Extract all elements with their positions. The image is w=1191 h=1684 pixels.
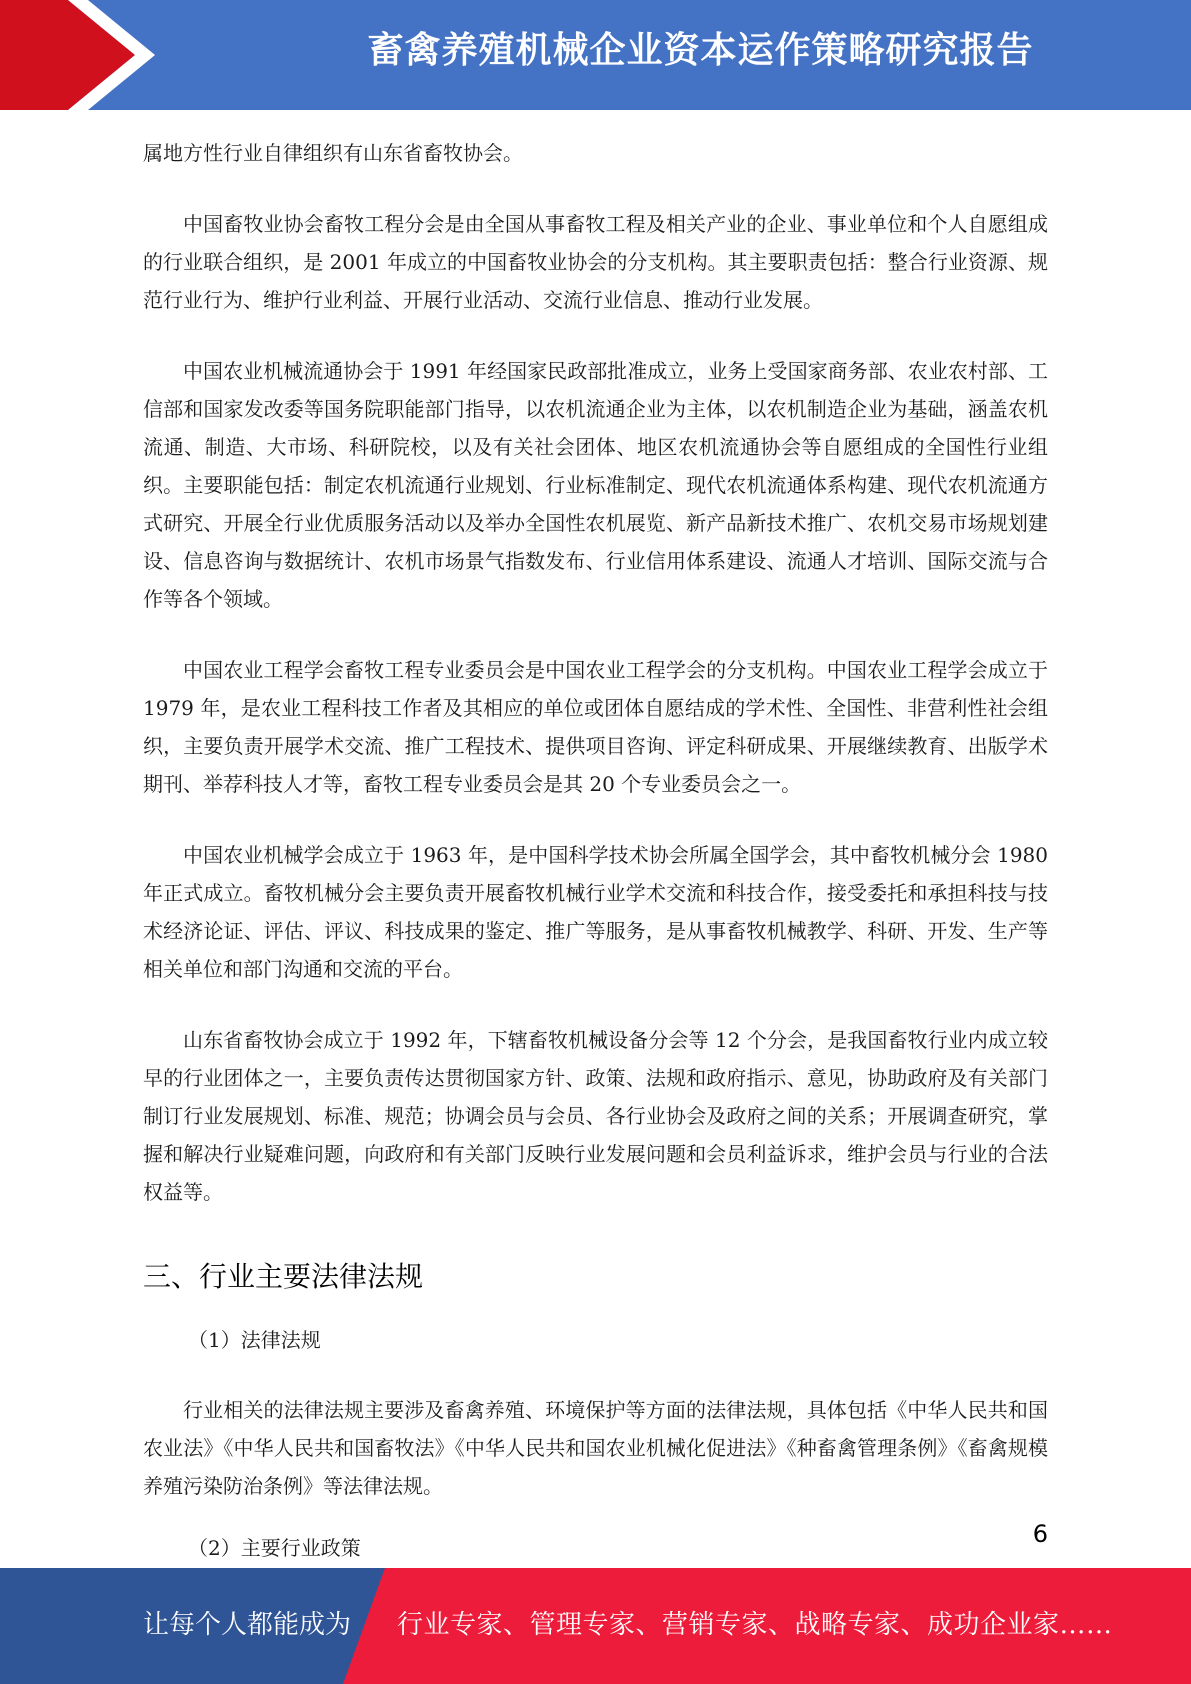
section-heading: 三、行业主要法律法规: [143, 1260, 424, 1293]
page-header: [0, 0, 1191, 110]
footer-slogan-left: 让每个人都能成为: [143, 1610, 352, 1640]
subheading-policies: （2）主要行业政策: [188, 1536, 361, 1560]
page-footer: [0, 1568, 1191, 1684]
page-number: 6: [1032, 1520, 1048, 1548]
report-title: 畜禽养殖机械企业资本运作策略研究报告: [367, 30, 1034, 71]
subheading-laws: （1）法律法规: [188, 1328, 321, 1352]
paragraph-continuation: 属地方性行业自律组织有山东省畜牧协会。: [143, 141, 523, 165]
paragraph-shandong-association: 山东省畜牧协会成立于 1992 年，下辖畜牧机械设备分会等 12 个分会，是我国畜牧行业内成立较早的行业团体之一，主要负责传达贯彻国家方针、政策、法规和政府指示、意见，协助政府及有关部门制订行业发展规划、标准、规范；协调会员与会员、各行业协会及政府之间的关系；开展调查研究，掌握和解决行业疑难问题，向政府和有关部门反映行业发展问题和会员利益诉求，维护会员与行业的合法权益等。: [143, 1028, 1048, 1204]
footer-slogan-right: 行业专家、管理专家、营销专家、战略专家、成功企业家……: [397, 1610, 1113, 1640]
paragraph-ag-engineering-society: 中国农业工程学会畜牧工程专业委员会是中国农业工程学会的分支机构。中国农业工程学会成立于 1979 年，是农业工程科技工作者及其相应的单位或团体自愿结成的学术性、全国性、非营利性社会组织，主要负责开展学术交流、推广工程技术、提供项目咨询、评定科研成果、开展继续教育、出版学术期刊、举荐科技人才等，畜牧工程专业委员会是其 20 个专业委员会之一。: [143, 658, 1048, 796]
paragraph-ag-machinery-distribution-association: 中国农业机械流通协会于 1991 年经国家民政部批准成立，业务上受国家商务部、农业农村部、工信部和国家发改委等国务院职能部门指导，以农机流通企业为主体，以农机制造企业为基础，涵盖农机流通、制造、大市场、科研院校，以及有关社会团体、地区农机流通协会等自愿组成的全国性行业组织。主要职能包括：制定农机流通行业规划、行业标准制定、现代农机流通体系构建、现代农机流通方式研究、开展全行业优质服务活动以及举办全国性农机展览、新产品新技术推广、农机交易市场规划建设、信息咨询与数据统计、农机市场景气指数发布、行业信用体系建设、流通人才培训、国际交流与合作等各个领域。: [143, 359, 1048, 611]
paragraph-animal-husbandry-engineering-branch: 中国畜牧业协会畜牧工程分会是由全国从事畜牧工程及相关产业的企业、事业单位和个人自愿组成的行业联合组织，是 2001 年成立的中国畜牧业协会的分支机构。其主要职责包括：整合行业资源、规范行业行为、维护行业利益、开展行业活动、交流行业信息、推动行业发展。: [143, 212, 1048, 312]
paragraph-laws: 行业相关的法律法规主要涉及畜禽养殖、环境保护等方面的法律法规，具体包括《中华人民共和国农业法》《中华人民共和国畜牧法》《中华人民共和国农业机械化促进法》《种畜禽管理条例》《畜禽规模养殖污染防治条例》等法律法规。: [143, 1398, 1048, 1498]
paragraph-ag-machinery-society: 中国农业机械学会成立于 1963 年，是中国科学技术协会所属全国学会，其中畜牧机械分会 1980 年正式成立。畜牧机械分会主要负责开展畜牧机械行业学术交流和科技合作，接受委托和承担科技与技术经济论证、评估、评议、科技成果的鉴定、推广等服务，是从事畜牧机械教学、科研、开发、生产等相关单位和部门沟通和交流的平台。: [143, 843, 1048, 981]
document-body: [143, 134, 1048, 1599]
